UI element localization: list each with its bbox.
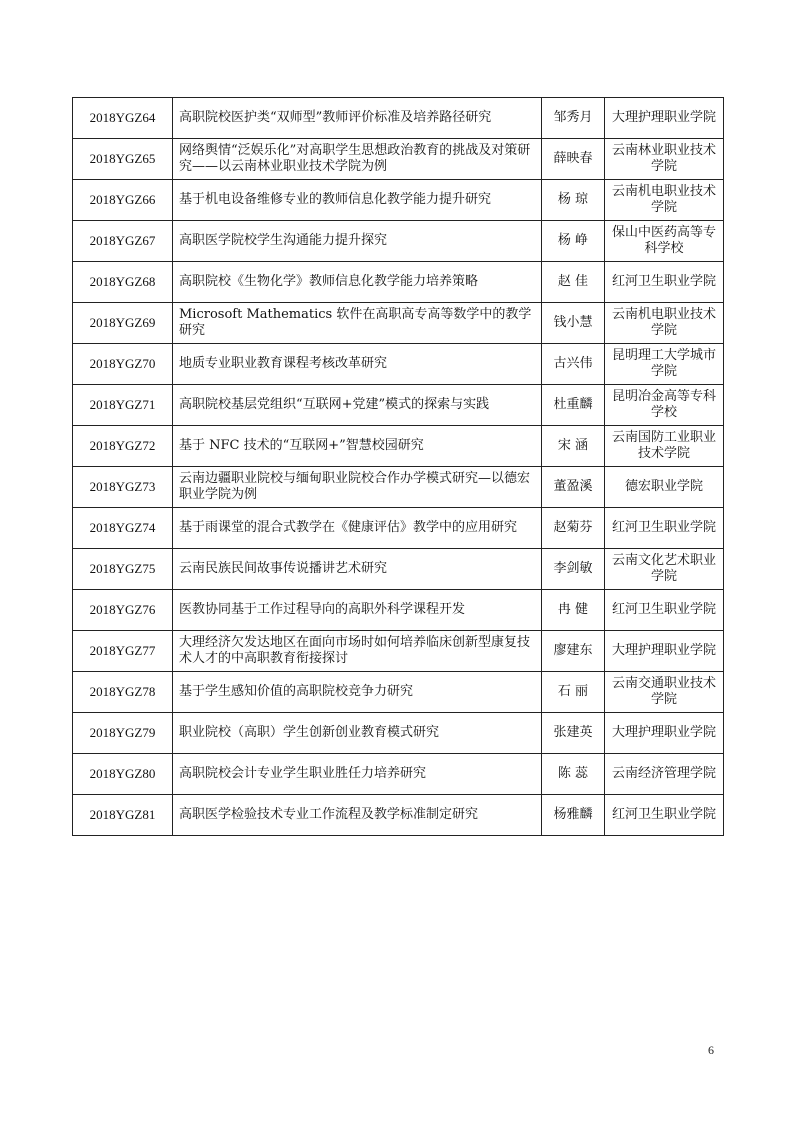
project-code-cell: 2018YGZ68 [73, 262, 173, 303]
project-code-cell: 2018YGZ77 [73, 631, 173, 672]
table-row [73, 303, 724, 344]
project-code-cell: 2018YGZ72 [73, 426, 173, 467]
table-row [73, 180, 724, 221]
project-code-cell: 2018YGZ80 [73, 754, 173, 795]
project-code-cell: 2018YGZ76 [73, 590, 173, 631]
school-cell: 云南机电职业技术学院 [605, 180, 724, 221]
school-cell: 云南国防工业职业技术学院 [605, 426, 724, 467]
project-title-cell: 云南边疆职业院校与缅甸职业院校合作办学模式研究—以德宏职业学院为例 [173, 467, 542, 508]
project-code-cell: 2018YGZ65 [73, 139, 173, 180]
table-row [73, 508, 724, 549]
project-title-cell: 大理经济欠发达地区在面向市场时如何培养临床创新型康复技术人才的中高职教育衔接探讨 [173, 631, 542, 672]
table-body [73, 98, 724, 836]
author-cell: 赵菊芬 [542, 508, 605, 549]
project-code-cell: 2018YGZ64 [73, 98, 173, 139]
school-cell: 云南经济管理学院 [605, 754, 724, 795]
project-title-cell: 高职医学检验技术专业工作流程及教学标准制定研究 [173, 795, 542, 836]
author-cell: 廖建东 [542, 631, 605, 672]
school-cell: 红河卫生职业学院 [605, 795, 724, 836]
project-title-cell: 高职院校会计专业学生职业胜任力培养研究 [173, 754, 542, 795]
page-number: 6 [708, 1043, 714, 1057]
table-row [73, 426, 724, 467]
project-title-cell: 基于机电设备维修专业的教师信息化教学能力提升研究 [173, 180, 542, 221]
author-cell: 冉 健 [542, 590, 605, 631]
author-cell: 薛映春 [542, 139, 605, 180]
school-cell: 云南林业职业技术学院 [605, 139, 724, 180]
project-code-cell: 2018YGZ78 [73, 672, 173, 713]
author-cell: 杨 琼 [542, 180, 605, 221]
table-row [73, 221, 724, 262]
author-cell: 邹秀月 [542, 98, 605, 139]
school-cell: 红河卫生职业学院 [605, 590, 724, 631]
project-title-cell: 地质专业职业教育课程考核改革研究 [173, 344, 542, 385]
project-code-cell: 2018YGZ73 [73, 467, 173, 508]
school-cell: 保山中医药高等专科学校 [605, 221, 724, 262]
school-cell: 红河卫生职业学院 [605, 508, 724, 549]
author-cell: 董盈溪 [542, 467, 605, 508]
table-row [73, 672, 724, 713]
author-cell: 钱小慧 [542, 303, 605, 344]
project-title-cell: 基于学生感知价值的高职院校竞争力研究 [173, 672, 542, 713]
author-cell: 张建英 [542, 713, 605, 754]
project-title-cell: 网络舆情“泛娱乐化”对高职学生思想政治教育的挑战及对策研究——以云南林业职业技术学院为例 [173, 139, 542, 180]
project-code-cell: 2018YGZ66 [73, 180, 173, 221]
author-cell: 李剑敏 [542, 549, 605, 590]
project-title-cell: 高职院校医护类“双师型”教师评价标准及培养路径研究 [173, 98, 542, 139]
project-code-cell: 2018YGZ67 [73, 221, 173, 262]
table-row [73, 467, 724, 508]
table-row [73, 795, 724, 836]
author-cell: 石 丽 [542, 672, 605, 713]
school-cell: 大理护理职业学院 [605, 713, 724, 754]
school-cell: 云南交通职业技术学院 [605, 672, 724, 713]
author-cell: 杨雅麟 [542, 795, 605, 836]
school-cell: 昆明冶金高等专科学校 [605, 385, 724, 426]
project-title-cell: 基于 NFC 技术的“互联网+”智慧校园研究 [173, 426, 542, 467]
school-cell: 大理护理职业学院 [605, 98, 724, 139]
school-cell: 德宏职业学院 [605, 467, 724, 508]
table-row [73, 754, 724, 795]
project-list-table [72, 97, 724, 836]
project-title-cell: Microsoft Mathematics 软件在高职高专高等数学中的教学研究 [173, 303, 542, 344]
school-cell: 昆明理工大学城市学院 [605, 344, 724, 385]
table-row [73, 262, 724, 303]
author-cell: 古兴伟 [542, 344, 605, 385]
project-title-cell: 高职医学院校学生沟通能力提升探究 [173, 221, 542, 262]
school-cell: 大理护理职业学院 [605, 631, 724, 672]
school-cell: 云南机电职业技术学院 [605, 303, 724, 344]
author-cell: 赵 佳 [542, 262, 605, 303]
author-cell: 杨 峥 [542, 221, 605, 262]
table-row [73, 713, 724, 754]
project-code-cell: 2018YGZ79 [73, 713, 173, 754]
project-code-cell: 2018YGZ70 [73, 344, 173, 385]
table-row [73, 344, 724, 385]
project-title-cell: 职业院校（高职）学生创新创业教育模式研究 [173, 713, 542, 754]
table-row [73, 385, 724, 426]
project-code-cell: 2018YGZ71 [73, 385, 173, 426]
table-row [73, 98, 724, 139]
table-row [73, 549, 724, 590]
project-code-cell: 2018YGZ74 [73, 508, 173, 549]
project-code-cell: 2018YGZ75 [73, 549, 173, 590]
project-title-cell: 医教协同基于工作过程导向的高职外科学课程开发 [173, 590, 542, 631]
table-row [73, 631, 724, 672]
school-cell: 红河卫生职业学院 [605, 262, 724, 303]
project-title-cell: 高职院校基层党组织“互联网+党建”模式的探索与实践 [173, 385, 542, 426]
school-cell: 云南文化艺术职业学院 [605, 549, 724, 590]
author-cell: 杜重麟 [542, 385, 605, 426]
project-code-cell: 2018YGZ69 [73, 303, 173, 344]
author-cell: 陈 蕊 [542, 754, 605, 795]
project-title-cell: 基于雨课堂的混合式教学在《健康评估》教学中的应用研究 [173, 508, 542, 549]
table-row [73, 139, 724, 180]
author-cell: 宋 涵 [542, 426, 605, 467]
project-title-cell: 云南民族民间故事传说播讲艺术研究 [173, 549, 542, 590]
project-code-cell: 2018YGZ81 [73, 795, 173, 836]
project-title-cell: 高职院校《生物化学》教师信息化教学能力培养策略 [173, 262, 542, 303]
table-row [73, 590, 724, 631]
